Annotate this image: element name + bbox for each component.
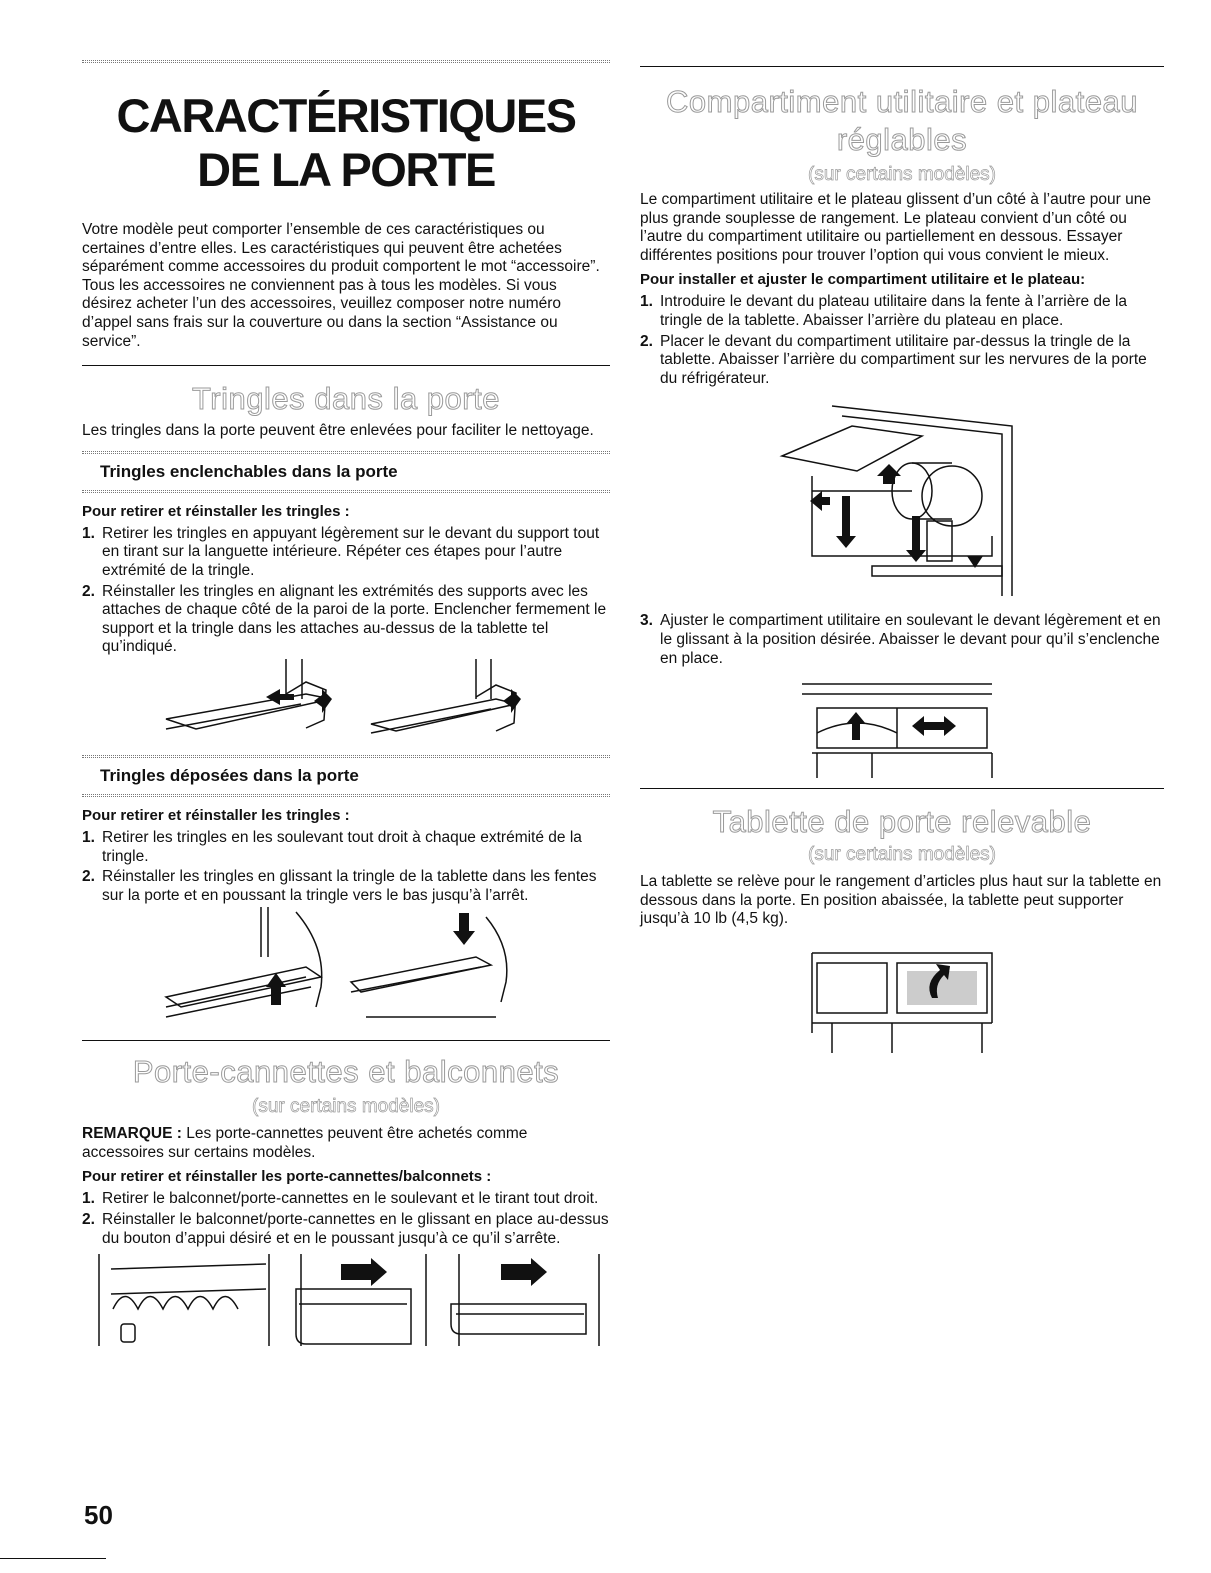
list-item: 2. Réinstaller le balconnet/porte-cannettes en le glissant en place au-dessus du bouton d’appui désiré et en le poussant jusqu’à ce qu’il s’arrête.: [82, 1211, 609, 1247]
cans-steps: [82, 1190, 610, 1248]
list-item: 3. Ajuster le compartiment utilitaire en soulevant le devant légèrement et en le glissant à la position désirée. Abaisser le devant pour qu’il s’enclenche en place.: [640, 612, 1161, 667]
title-line-1: CARACTÉRISTIQUES: [116, 89, 576, 142]
drop-rail-illustration: [156, 907, 536, 1032]
rails-intro: Les tringles dans la porte peuvent être enlevées pour faciliter le nettoyage.: [82, 422, 594, 440]
utility-step-3: [640, 612, 1164, 668]
utility-compartment-illustration: [772, 396, 1032, 606]
flipup-shelf-illustration: [802, 943, 1002, 1053]
snap-rails-heading: Tringles enclenchables dans la porte: [100, 461, 398, 481]
cans-heading: Porte-cannettes et balconnets: [132, 1054, 560, 1090]
intro-paragraph: Votre modèle peut comporter l’ensemble de ces caractéristiques ou certaines d’entre elles. Les caractéristiques qui peuvent être achetées séparément comme accessoires du produit comportent le mot “accessoire”. Tous les accessoires ne conviennent pas à tous les modèles. Si vous désirez acheter l’un des accessoires, veuillez composer notre numéro d’appel sans frais sur la couverture ou dans la section “Assistance ou service”.: [82, 221, 600, 350]
section-divider: [640, 788, 1164, 789]
flipup-text: La tablette se relève pour le rangement d’articles plus haut sur la tablette en dessous dans la porte. En position abaissée, la tablette peut supporter jusqu’à 10 lb (4,5 kg).: [640, 873, 1162, 928]
list-item: 1. Retirer le balconnet/porte-cannettes en le soulevant et le tirant tout droit.: [82, 1190, 599, 1208]
balconnet-illustration: [91, 1254, 601, 1349]
page-number: 50: [84, 1500, 113, 1530]
utility-adjust-illustration: [802, 678, 1002, 778]
section-divider: [82, 1040, 610, 1041]
footer-rule: [0, 1558, 106, 1559]
cans-instruction: Pour retirer et réinstaller les porte-cannettes/balconnets :: [82, 1168, 492, 1186]
cans-subheading: (sur certains modèles): [252, 1096, 440, 1118]
drop-rails-steps: [82, 829, 610, 905]
list-item: 2. Réinstaller les tringles en alignant les extrémités des supports avec les attaches de chaque côté de la paroi de la porte. Enclencher fermement le support et la tringle dans les attaches au-dessus de la tablette tel qu’indiqué.: [82, 582, 607, 656]
utility-subheading: (sur certains modèles): [808, 164, 996, 185]
title-line-2: DE LA PORTE: [197, 143, 495, 196]
list-item: 2. Réinstaller les tringles en glissant la tringle de la tablette dans les fentes sur la porte et en poussant la tringle vers le bas jusqu’à l’arrêt.: [82, 868, 597, 904]
list-item: 1. Retirer les tringles en appuyant légèrement sur le devant du support tout en tirant sur la languette intérieure. Répéter ces étapes pour l’autre extrémité de la tringle.: [82, 524, 600, 579]
flipup-subheading: (sur certains modèles): [808, 844, 996, 866]
list-item: 2. Placer le devant du compartiment utilitaire par-dessus la tringle de la tablette. Abaisser l’arrière du compartiment sur les nervures de la porte du réfrigérateur.: [640, 332, 1147, 387]
page-title: [82, 89, 610, 197]
snap-rails-steps: [82, 525, 610, 657]
list-item: 1. Introduire le devant du plateau utilitaire dans la fente à l’arrière de la tringle de la tablette. Abaisser l’arrière du plateau en place.: [640, 293, 1128, 329]
rails-heading: Tringles dans la porte: [192, 381, 500, 417]
utility-steps: [640, 293, 1164, 388]
top-divider: [82, 60, 610, 63]
subsection-divider: [82, 490, 610, 493]
utility-heading: Compartiment utilitaire et plateau réglables: [666, 84, 1138, 157]
drop-rails-heading: Tringles déposées dans la porte: [100, 765, 359, 785]
snap-rails-instruction: Pour retirer et réinstaller les tringles :: [82, 502, 350, 520]
drop-rails-instruction: Pour retirer et réinstaller les tringles :: [82, 806, 350, 824]
list-item: 1. Retirer les tringles en les soulevant tout droit à chaque extrémité de la tringle.: [82, 828, 582, 865]
cans-note: REMARQUE : Les porte-cannettes peuvent être achetés comme accessoires sur certains modèles.: [82, 1125, 528, 1161]
utility-instruction: Pour installer et ajuster le compartiment utilitaire et le plateau:: [640, 271, 1086, 289]
left-column: [82, 60, 610, 1349]
right-column: [640, 60, 1164, 1053]
flipup-heading: Tablette de porte relevable: [712, 804, 1092, 840]
snap-rail-illustration: [126, 659, 566, 749]
subsection-divider: [82, 794, 610, 797]
section-divider: [640, 66, 1164, 67]
section-divider: [82, 365, 610, 366]
utility-intro: Le compartiment utilitaire et le plateau glissent d’un côté à l’autre pour une plus grande souplesse de rangement. Le plateau convient d’un côté ou l’autre du compartiment utilitaire ou partiellement en dessous. Essayer différentes positions pour trouver l’option qui vous convient le mieux.: [640, 191, 1151, 264]
